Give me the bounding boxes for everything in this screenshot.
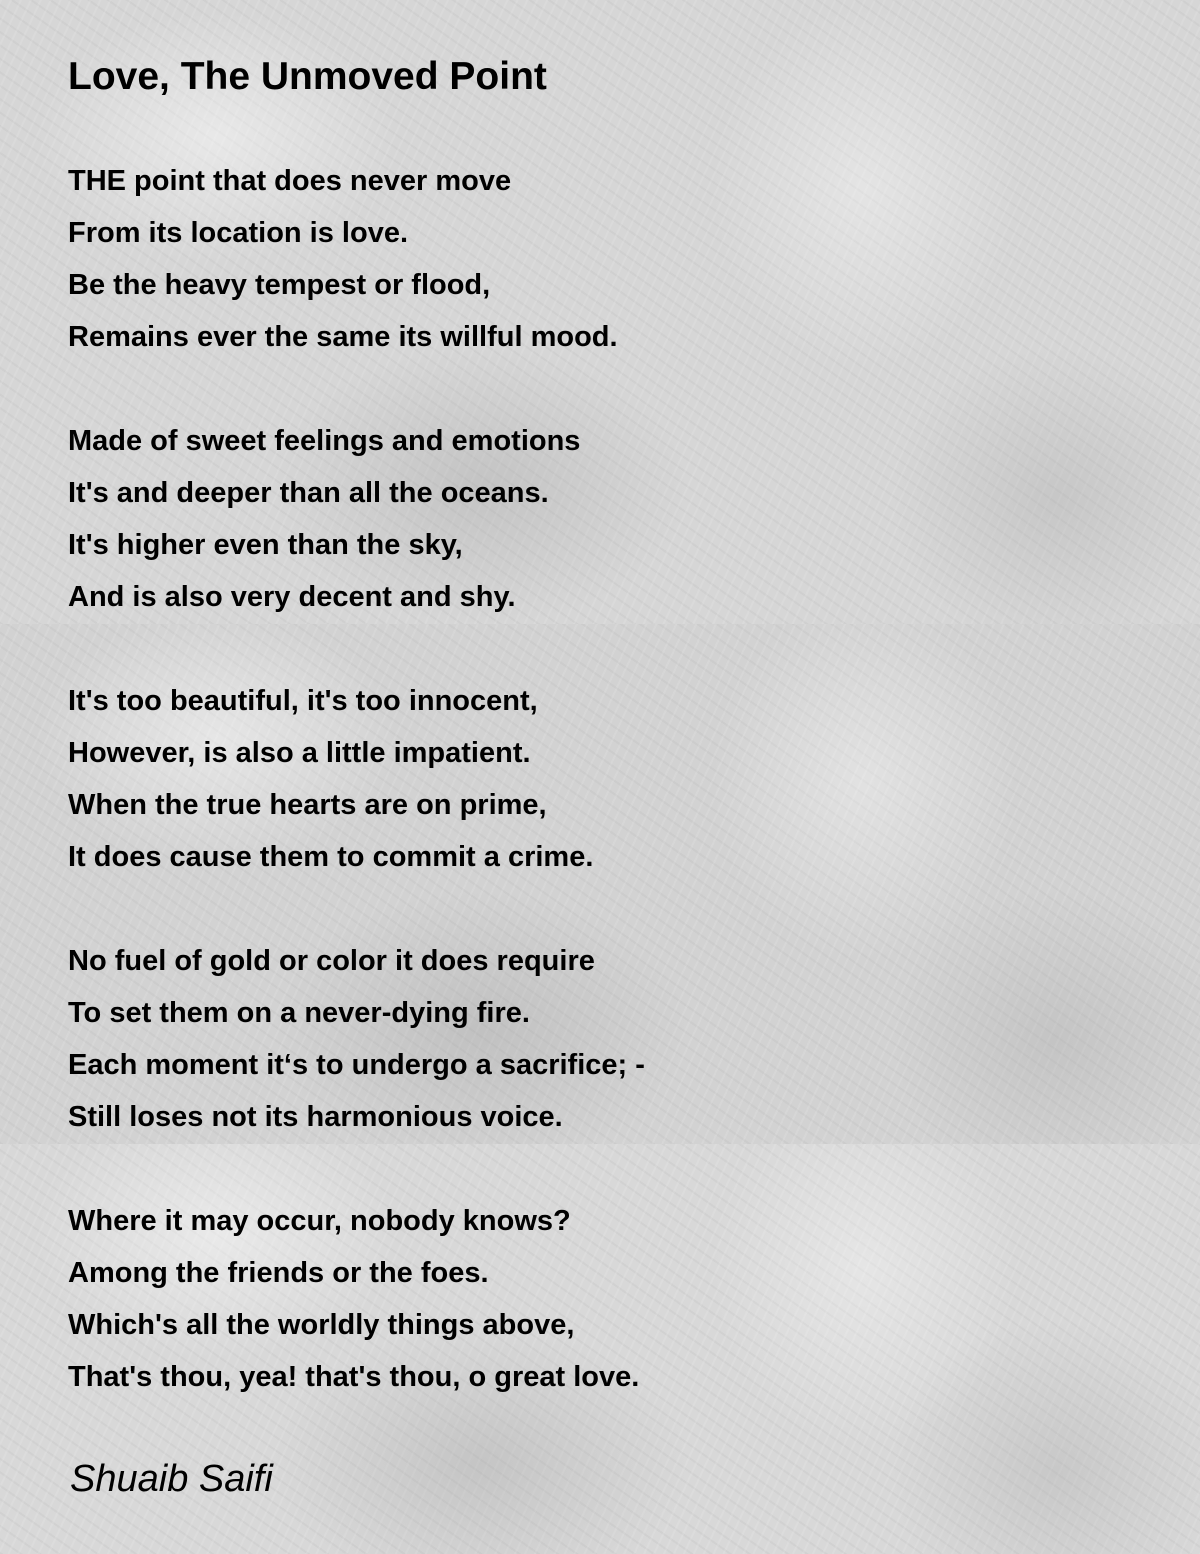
poem-line: That's thou, yea! that's thou, o great love. <box>68 1361 640 1393</box>
poem-line: It's too beautiful, it's too innocent, <box>68 685 538 717</box>
poem-line: Among the friends or the foes. <box>68 1257 489 1289</box>
poem-line: It does cause them to commit a crime. <box>68 841 594 873</box>
poem-line: No fuel of gold or color it does require <box>68 945 595 977</box>
poem-line: Remains ever the same its willful mood. <box>68 321 618 353</box>
stanza-4 <box>68 935 645 1143</box>
poem-line: It's higher even than the sky, <box>68 529 463 561</box>
poem-line: To set them on a never-dying fire. <box>68 997 530 1029</box>
poem-title: Love, The Unmoved Point <box>68 55 547 98</box>
poem-line: Where it may occur, nobody knows? <box>68 1205 571 1237</box>
poem-body <box>68 155 645 1455</box>
poem-line: Still loses not its harmonious voice. <box>68 1101 563 1133</box>
stanza-5 <box>68 1195 645 1403</box>
poem-line: Made of sweet feelings and emotions <box>68 425 581 457</box>
poem-line: It's and deeper than all the oceans. <box>68 477 549 509</box>
poem-line: When the true hearts are on prime, <box>68 789 547 821</box>
poem-line: THE point that does never move <box>68 165 512 197</box>
poem-line: Each moment it‘s to undergo a sacrifice; - <box>68 1049 645 1081</box>
poem-line: And is also very decent and shy. <box>68 581 516 613</box>
stanza-3 <box>68 675 645 883</box>
stanza-1 <box>68 155 645 363</box>
poem-line: From its location is love. <box>68 217 409 249</box>
poem-line: Be the heavy tempest or flood, <box>68 269 491 301</box>
poem-line: Which's all the worldly things above, <box>68 1309 575 1341</box>
poem-line: However, is also a little impatient. <box>68 737 531 769</box>
author-name: Shuaib Saifi <box>70 1458 273 1500</box>
stanza-2 <box>68 415 645 623</box>
